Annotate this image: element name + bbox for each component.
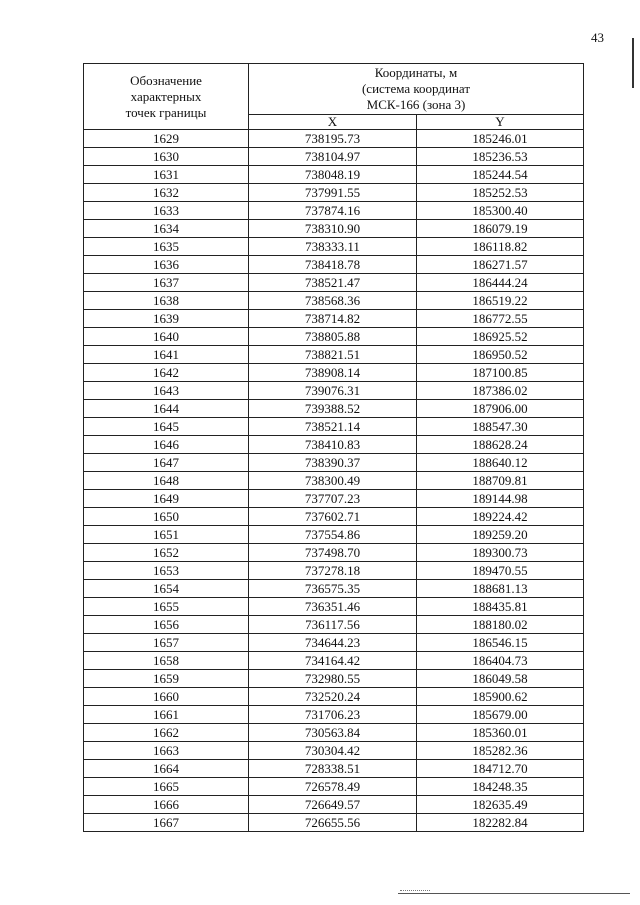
footer-dotted-line [400,890,430,892]
point-id-cell: 1665 [84,778,249,796]
point-id-cell: 1644 [84,400,249,418]
y-coordinate-cell: 186404.73 [417,652,584,670]
x-coordinate-cell: 737874.16 [249,202,417,220]
x-coordinate-cell: 737498.70 [249,544,417,562]
table-row [84,778,584,796]
x-coordinate-cell: 738805.88 [249,328,417,346]
point-id-cell: 1664 [84,760,249,778]
y-coordinate-cell: 185246.01 [417,130,584,148]
point-id-cell: 1640 [84,328,249,346]
point-id-cell: 1645 [84,418,249,436]
point-id-cell: 1667 [84,814,249,832]
y-coordinate-cell: 187100.85 [417,364,584,382]
table-row [84,148,584,166]
table-row [84,616,584,634]
table-row [84,580,584,598]
x-coordinate-cell: 737554.86 [249,526,417,544]
table-row [84,490,584,508]
y-coordinate-cell: 182635.49 [417,796,584,814]
point-id-cell: 1663 [84,742,249,760]
point-id-cell: 1642 [84,364,249,382]
point-id-cell: 1659 [84,670,249,688]
x-coordinate-cell: 734644.23 [249,634,417,652]
table-row [84,220,584,238]
y-coordinate-cell: 186519.22 [417,292,584,310]
y-coordinate-cell: 186079.19 [417,220,584,238]
table-row [84,814,584,832]
y-coordinate-cell: 186950.52 [417,346,584,364]
y-coordinate-cell: 184248.35 [417,778,584,796]
x-coordinate-cell: 738104.97 [249,148,417,166]
header-line: Координаты, м [374,65,458,80]
point-id-cell: 1648 [84,472,249,490]
x-coordinate-cell: 738410.83 [249,436,417,454]
point-id-cell: 1632 [84,184,249,202]
coordinates-table [83,63,584,832]
header-line: характерных [130,88,202,104]
header-y: Y [417,115,584,130]
table-row [84,688,584,706]
x-coordinate-cell: 738821.51 [249,346,417,364]
y-coordinate-cell: 186546.15 [417,634,584,652]
point-id-cell: 1633 [84,202,249,220]
point-id-cell: 1657 [84,634,249,652]
x-coordinate-cell: 736351.46 [249,598,417,616]
point-id-cell: 1653 [84,562,249,580]
table-row [84,274,584,292]
table-row [84,760,584,778]
x-coordinate-cell: 734164.42 [249,652,417,670]
x-coordinate-cell: 731706.23 [249,706,417,724]
table-row [84,634,584,652]
y-coordinate-cell: 189470.55 [417,562,584,580]
y-coordinate-cell: 185252.53 [417,184,584,202]
point-id-cell: 1638 [84,292,249,310]
table-row [84,598,584,616]
x-coordinate-cell: 738714.82 [249,310,417,328]
table-row [84,418,584,436]
point-id-cell: 1651 [84,526,249,544]
y-coordinate-cell: 187386.02 [417,382,584,400]
footer-line [398,893,630,894]
y-coordinate-cell: 185900.62 [417,688,584,706]
page-edge-mark [632,38,634,88]
table-row [84,544,584,562]
x-coordinate-cell: 738333.11 [249,238,417,256]
table-row [84,238,584,256]
header-x: X [249,115,417,130]
point-id-cell: 1639 [84,310,249,328]
table-row [84,166,584,184]
point-id-cell: 1661 [84,706,249,724]
header-line: Обозначение [130,72,202,88]
point-id-cell: 1650 [84,508,249,526]
table-row [84,724,584,742]
x-coordinate-cell: 738390.37 [249,454,417,472]
y-coordinate-cell: 185244.54 [417,166,584,184]
header-coordinates-group [249,64,584,115]
table-row [84,526,584,544]
point-id-cell: 1643 [84,382,249,400]
x-coordinate-cell: 738195.73 [249,130,417,148]
table-body [84,130,584,832]
x-coordinate-cell: 728338.51 [249,760,417,778]
x-coordinate-cell: 732980.55 [249,670,417,688]
y-coordinate-cell: 189300.73 [417,544,584,562]
point-id-cell: 1646 [84,436,249,454]
y-coordinate-cell: 185679.00 [417,706,584,724]
header-line: МСК-166 (зона 3) [366,97,466,112]
y-coordinate-cell: 184712.70 [417,760,584,778]
y-coordinate-cell: 189224.42 [417,508,584,526]
y-coordinate-cell: 186049.58 [417,670,584,688]
point-id-cell: 1649 [84,490,249,508]
table-row [84,310,584,328]
table-row [84,364,584,382]
table-row [84,670,584,688]
x-coordinate-cell: 736575.35 [249,580,417,598]
table-row [84,292,584,310]
x-coordinate-cell: 726578.49 [249,778,417,796]
x-coordinate-cell: 737991.55 [249,184,417,202]
header-point-designation [84,64,249,130]
table-row [84,184,584,202]
x-coordinate-cell: 738568.36 [249,292,417,310]
x-coordinate-cell: 730304.42 [249,742,417,760]
y-coordinate-cell: 186444.24 [417,274,584,292]
y-coordinate-cell: 186772.55 [417,310,584,328]
header-line: (система координат [361,81,471,96]
y-coordinate-cell: 185282.36 [417,742,584,760]
table-row [84,562,584,580]
y-coordinate-cell: 188547.30 [417,418,584,436]
point-id-cell: 1666 [84,796,249,814]
table-row [84,382,584,400]
y-coordinate-cell: 182282.84 [417,814,584,832]
point-id-cell: 1656 [84,616,249,634]
point-id-cell: 1658 [84,652,249,670]
table-row [84,256,584,274]
table-row [84,400,584,418]
x-coordinate-cell: 737707.23 [249,490,417,508]
table-row [84,454,584,472]
header-line: точек границы [125,104,207,120]
x-coordinate-cell: 738418.78 [249,256,417,274]
table-row [84,202,584,220]
table-row [84,508,584,526]
table-row [84,436,584,454]
table-row [84,706,584,724]
table-row [84,328,584,346]
x-coordinate-cell: 738310.90 [249,220,417,238]
table-row [84,472,584,490]
y-coordinate-cell: 189259.20 [417,526,584,544]
point-id-cell: 1655 [84,598,249,616]
x-coordinate-cell: 736117.56 [249,616,417,634]
y-coordinate-cell: 185300.40 [417,202,584,220]
x-coordinate-cell: 730563.84 [249,724,417,742]
y-coordinate-cell: 187906.00 [417,400,584,418]
x-coordinate-cell: 738048.19 [249,166,417,184]
table-row [84,652,584,670]
x-coordinate-cell: 726655.56 [249,814,417,832]
table-row [84,130,584,148]
x-coordinate-cell: 739076.31 [249,382,417,400]
point-id-cell: 1635 [84,238,249,256]
point-id-cell: 1631 [84,166,249,184]
point-id-cell: 1652 [84,544,249,562]
table-row [84,346,584,364]
point-id-cell: 1629 [84,130,249,148]
table-row [84,742,584,760]
y-coordinate-cell: 185360.01 [417,724,584,742]
x-coordinate-cell: 739388.52 [249,400,417,418]
y-coordinate-cell: 189144.98 [417,490,584,508]
point-id-cell: 1641 [84,346,249,364]
page-number: 43 [591,30,604,45]
point-id-cell: 1630 [84,148,249,166]
x-coordinate-cell: 726649.57 [249,796,417,814]
y-coordinate-cell: 185236.53 [417,148,584,166]
point-id-cell: 1647 [84,454,249,472]
y-coordinate-cell: 188180.02 [417,616,584,634]
point-id-cell: 1634 [84,220,249,238]
point-id-cell: 1636 [84,256,249,274]
x-coordinate-cell: 738300.49 [249,472,417,490]
y-coordinate-cell: 188435.81 [417,598,584,616]
table-row [84,796,584,814]
x-coordinate-cell: 737278.18 [249,562,417,580]
y-coordinate-cell: 186271.57 [417,256,584,274]
point-id-cell: 1654 [84,580,249,598]
x-coordinate-cell: 732520.24 [249,688,417,706]
y-coordinate-cell: 186118.82 [417,238,584,256]
x-coordinate-cell: 738908.14 [249,364,417,382]
point-id-cell: 1662 [84,724,249,742]
point-id-cell: 1637 [84,274,249,292]
y-coordinate-cell: 188640.12 [417,454,584,472]
x-coordinate-cell: 738521.47 [249,274,417,292]
point-id-cell: 1660 [84,688,249,706]
x-coordinate-cell: 737602.71 [249,508,417,526]
y-coordinate-cell: 186925.52 [417,328,584,346]
y-coordinate-cell: 188628.24 [417,436,584,454]
y-coordinate-cell: 188709.81 [417,472,584,490]
y-coordinate-cell: 188681.13 [417,580,584,598]
x-coordinate-cell: 738521.14 [249,418,417,436]
